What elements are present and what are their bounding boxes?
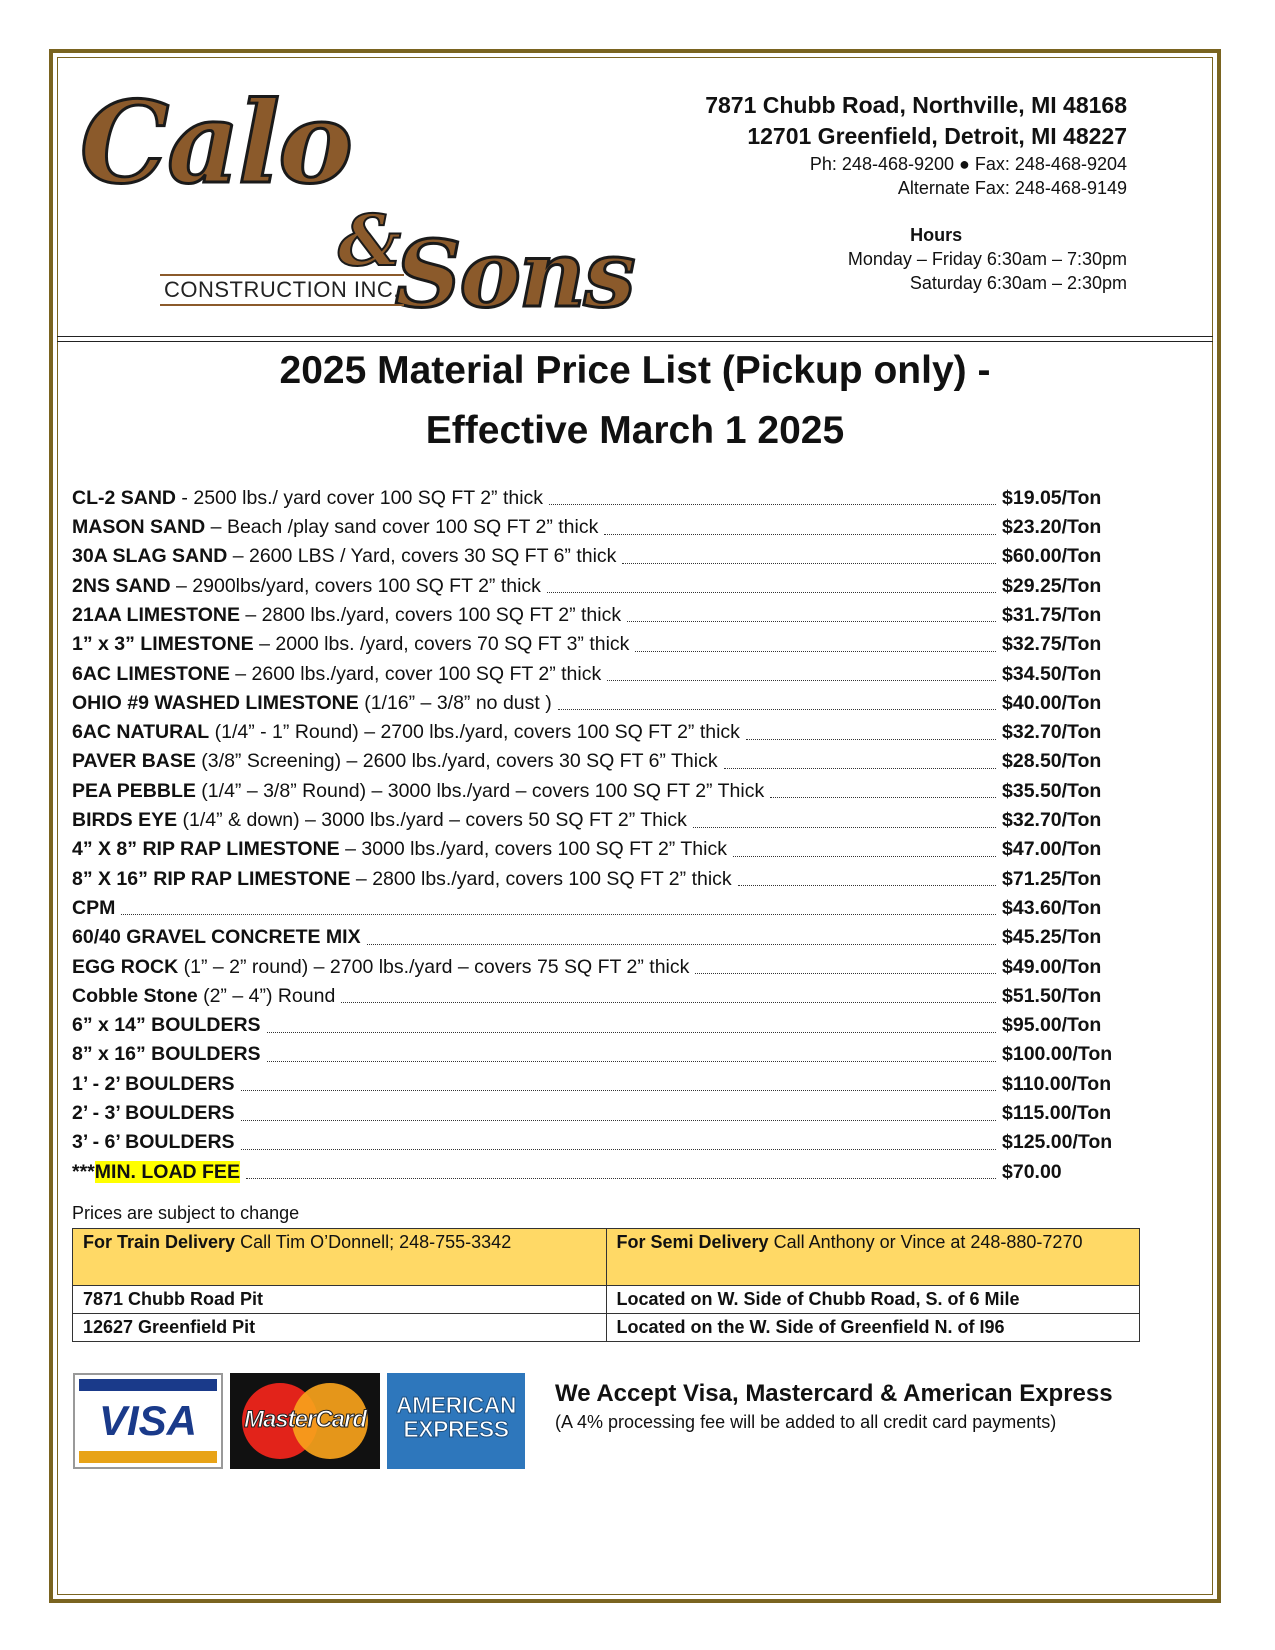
processing-fee-note: (A 4% processing fee will be added to all credit card payments) [555,1412,1057,1432]
price-row [72,772,1128,801]
hours-saturday: Saturday 6:30am – 2:30pm [909,273,1127,294]
logo-sons: Sons [395,220,634,328]
dot-leader [241,1119,996,1121]
material-description: (1” – 2” round) – 2700 lbs./yard – covers 75 SQ FT 2” thick [178,955,690,978]
material-title: 2NS SAND [72,574,171,597]
dot-leader [341,1001,996,1003]
price-row [72,479,1128,508]
material-title: CL-2 SAND [72,486,177,509]
price-row [72,948,1128,977]
material-title: 60/40 GRAVEL CONCRETE MIX [72,926,361,949]
semi-delivery-cell [606,1229,1140,1286]
price-row [72,538,1128,567]
train-delivery-cell [73,1229,607,1286]
material-title: 21AA LIMESTONE [72,603,240,626]
table-row [73,1229,1140,1286]
dot-leader [547,591,996,593]
material-price: $110.00/Ton [1002,1072,1112,1095]
material-title: 3’ - 6’ BOULDERS [72,1131,235,1154]
dot-leader [635,650,996,652]
material-title: PAVER BASE [72,750,196,773]
amex-logo-line1: AMERICAN [396,1392,516,1418]
material-price: $29.25/Ton [1002,574,1102,597]
material-price: $71.25/Ton [1002,867,1102,890]
dot-leader [627,620,996,622]
material-title: MASON SAND [72,516,206,539]
phone-fax: Ph: 248-468-9200 ● Fax: 248-468-9204 [809,154,1127,175]
dot-leader [695,972,996,974]
header-divider-top [57,336,1213,337]
price-row [72,567,1128,596]
dot-leader [622,562,996,564]
price-row [72,625,1128,654]
material-price: $115.00/Ton [1002,1102,1112,1125]
pit-greenfield-name: 12627 Greenfield Pit [73,1314,607,1342]
price-row [72,889,1128,918]
price-row [72,801,1128,830]
delivery-table [72,1228,1140,1342]
alternate-fax: Alternate Fax: 248-468-9149 [897,178,1127,199]
material-price: $51.50/Ton [1002,984,1102,1007]
material-price: $31.75/Ton [1002,603,1102,626]
dot-leader [738,884,996,886]
header-divider-bottom [57,341,1213,342]
material-title: Cobble Stone [72,984,198,1007]
mastercard-logo [230,1373,380,1469]
table-row [73,1286,1140,1314]
material-price: $125.00/Ton [1002,1131,1113,1154]
price-row [72,684,1128,713]
material-price: $28.50/Ton [1002,750,1102,773]
pit-chubb-name: 7871 Chubb Road Pit [73,1286,607,1314]
dot-leader [724,767,996,769]
dot-leader [267,1060,996,1062]
hours-title: Hours [910,224,963,245]
min-load-name [72,1160,240,1183]
material-name [72,896,116,919]
material-description: – Beach /play sand cover 100 SQ FT 2” thick [205,516,599,539]
price-row [72,1006,1128,1035]
dot-leader [693,826,996,828]
material-price: $95.00/Ton [1002,1014,1102,1037]
material-title: EGG ROCK [72,955,179,978]
material-title: 1” x 3” LIMESTONE [72,633,254,656]
material-price: $100.00/Ton [1002,1043,1113,1066]
material-title: 6AC NATURAL [72,721,210,744]
material-price: $43.60/Ton [1002,896,1102,919]
dot-leader [558,708,996,710]
visa-logo-text: VISA [98,1397,198,1444]
material-description: – 2000 lbs. /yard, covers 70 SQ FT 3” thick [253,633,630,656]
material-title: PEA PEBBLE [72,779,196,802]
dot-leader [604,533,996,535]
logo-construction-inc: CONSTRUCTION INC. [160,274,404,306]
dot-leader [549,503,996,505]
material-title: 4” X 8” RIP RAP LIMESTONE [72,838,340,861]
dot-leader [246,1177,996,1179]
pit-greenfield-location: Located on the W. Side of Greenfield N. of I96 [606,1314,1140,1342]
material-description: (3/8” Screening) – 2600 lbs./yard, covers 30 SQ FT 6” Thick [195,750,718,773]
dot-leader [733,855,996,857]
min-load-price: $70.00 [1002,1160,1062,1183]
material-price: $32.70/Ton [1002,721,1102,744]
material-name [72,603,622,626]
amex-logo-line2: EXPRESS [403,1416,509,1443]
price-row [72,655,1128,684]
material-price: $35.50/Ton [1002,779,1102,802]
material-name [72,752,718,772]
material-name [72,691,552,714]
dot-leader [241,1089,996,1091]
address-detroit: 12701 Greenfield, Detroit, MI 48227 [747,123,1127,150]
material-name [72,811,687,831]
price-row [72,596,1128,625]
material-price: $23.20/Ton [1002,516,1102,539]
material-description: – 2600 lbs./yard, cover 100 SQ FT 2” thick [229,662,602,685]
price-row [72,508,1128,537]
page-subtitle: Effective March 1 2025 [425,409,845,452]
price-list [72,479,1128,1182]
material-name [72,486,544,509]
material-description: - 2500 lbs./ yard cover 100 SQ FT 2” thick [176,486,544,509]
train-delivery-text: Call Tim O’Donnell; 248-755-3342 [235,1232,512,1252]
material-description: (1/4” & down) – 3000 lbs./yard – covers 50 SQ FT 2” Thick [177,809,687,832]
price-row [72,977,1128,1006]
material-description: – 2600 LBS / Yard, covers 30 SQ FT 6” thick [227,545,617,568]
material-title: 30A SLAG SAND [72,545,228,568]
amex-logo [387,1373,525,1469]
min-load-label: MIN. LOAD FEE [94,1160,240,1183]
material-price: $32.70/Ton [1002,809,1102,832]
table-row [73,1314,1140,1342]
company-logo [80,78,634,328]
dot-leader [241,1148,996,1150]
material-name [72,928,361,948]
material-price: $19.05/Ton [1002,486,1102,509]
material-description: (1/4” – 3/8” Round) – 3000 lbs./yard – covers 100 SQ FT 2” Thick [195,779,765,802]
material-title: 2’ - 3’ BOULDERS [72,1102,235,1125]
dot-leader [607,679,996,681]
price-row [72,831,1128,860]
material-name [72,1104,235,1124]
dot-leader [267,1031,996,1033]
material-name [72,662,602,685]
price-row [72,743,1128,772]
material-price: $47.00/Ton [1002,838,1102,861]
semi-delivery-text: Call Anthony or Vince at 248-880-7270 [768,1232,1083,1252]
price-row [72,860,1128,889]
material-name [72,984,336,1007]
material-description: – 2800 lbs./yard, covers 100 SQ FT 2” thick [239,603,622,626]
material-title: 6” x 14” BOULDERS [72,1014,261,1037]
mastercard-logo-text: MasterCard [243,1406,367,1433]
material-description: (2” – 4”) Round [197,984,336,1007]
logo-calo: Calo [80,78,351,209]
min-load-prefix: *** [72,1160,95,1183]
material-price: $49.00/Ton [1002,955,1102,978]
material-price: $40.00/Ton [1002,691,1102,714]
address-northville: 7871 Chubb Road, Northville, MI 48168 [705,92,1127,118]
dot-leader [746,738,996,740]
material-description: – 2800 lbs./yard, covers 100 SQ FT 2” thick [350,867,732,890]
material-name [72,840,727,860]
material-name [72,1045,261,1065]
dot-leader [770,796,996,798]
material-title: 1’ - 2’ BOULDERS [72,1072,235,1095]
contact-block [705,90,1127,296]
payment-accept-block [555,1380,1113,1433]
material-name [72,867,732,890]
price-row [72,1124,1128,1153]
material-description: (1/16” – 3/8” no dust ) [358,691,552,714]
pit-chubb-location: Located on W. Side of Chubb Road, S. of 6 Mile [606,1286,1140,1314]
material-name [72,547,616,567]
semi-delivery-label: For Semi Delivery [616,1232,769,1252]
hours-weekday: Monday – Friday 6:30am – 7:30pm [847,248,1127,269]
material-description: (1/4” - 1” Round) – 2700 lbs./yard, covers 100 SQ FT 2” thick [209,721,740,744]
train-delivery-label: For Train Delivery [83,1232,236,1252]
price-change-note: Prices are subject to change [72,1203,300,1223]
material-name [72,518,598,538]
material-price: $60.00/Ton [1002,545,1102,568]
material-name [72,1133,235,1153]
page-title: 2025 Material Price List (Pickup only) - [279,349,991,392]
price-row [72,918,1128,947]
material-name [72,955,690,978]
material-name [72,1016,261,1036]
material-price: $34.50/Ton [1002,662,1102,685]
material-price: $32.75/Ton [1002,633,1102,656]
material-name [72,779,765,802]
logo-ampersand: & [338,199,402,282]
material-title: 8” X 16” RIP RAP LIMESTONE [72,867,351,890]
material-title: BIRDS EYE [72,809,178,832]
material-description: – 2900lbs/yard, covers 100 SQ FT 2” thick [170,574,541,597]
material-name [72,574,541,597]
material-name [72,1072,235,1095]
material-name [72,723,740,743]
dot-leader [121,913,996,915]
material-title: 8” x 16” BOULDERS [72,1043,261,1066]
dot-leader [367,943,996,945]
price-row [72,1065,1128,1094]
min-load-row [72,1153,1128,1182]
material-title: 6AC LIMESTONE [72,662,230,685]
material-title: OHIO #9 WASHED LIMESTONE [72,691,359,714]
material-description: – 3000 lbs./yard, covers 100 SQ FT 2” Thick [339,838,727,861]
accept-title: We Accept Visa, Mastercard & American Express [555,1380,1113,1407]
price-row [72,1036,1128,1065]
visa-logo [73,1373,223,1469]
price-row [72,1094,1128,1123]
price-row [72,713,1128,742]
material-title: CPM [72,896,116,919]
material-price: $45.25/Ton [1002,926,1102,949]
material-name [72,635,629,655]
